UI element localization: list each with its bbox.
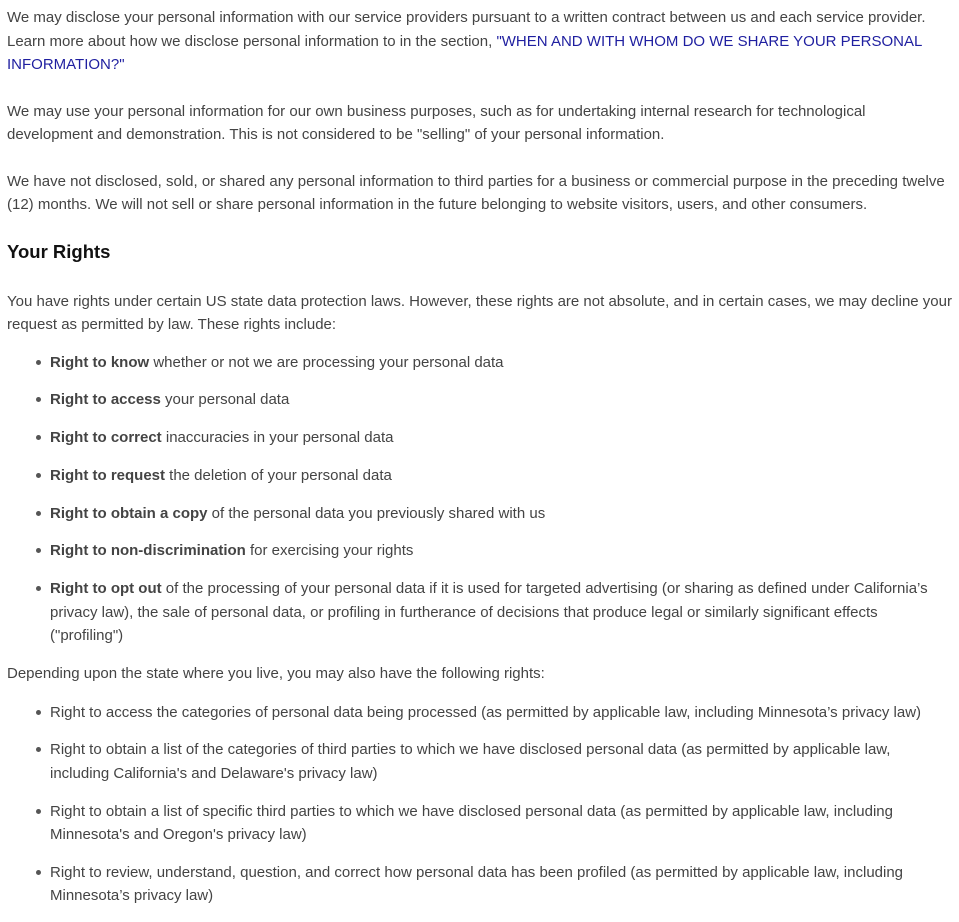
bullet-icon: [36, 473, 41, 478]
bullet-icon: [36, 586, 41, 591]
bullet-icon: [36, 809, 41, 814]
state-rights-list: [7, 701, 952, 908]
rights-intro-paragraph: You have rights under certain US state data protection laws. However, these rights are not absolute, and in certain cases, we may decline your request as permitted by law. These rights include:: [7, 292, 952, 333]
list-item: Right to know whether or not we are processing your personal data: [50, 351, 952, 375]
bullet-icon: [36, 511, 41, 516]
bullet-icon: [36, 710, 41, 715]
list-item: Right to obtain a copy of the personal data you previously shared with us: [50, 502, 952, 526]
list-item: Right to non-discrimination for exercising your rights: [50, 539, 952, 563]
bullet-icon: [36, 435, 41, 440]
paragraph-text: We may disclose your personal information with our service providers pursuant to a written contract between us and each service provider. Learn more about how we disclose personal information to in the section,: [7, 9, 926, 50]
list-item: Right to access your personal data: [50, 388, 952, 412]
bullet-icon: [36, 870, 41, 875]
rights-list: [7, 351, 952, 648]
bullet-icon: [36, 360, 41, 365]
share-info-section-link[interactable]: "WHEN AND WITH WHOM DO WE SHARE YOUR PERSONAL INFORMATION?": [7, 32, 922, 73]
list-item: Right to obtain a list of specific third parties to which we have disclosed personal data (as permitted by applicable law, including Minnesota's and Oregon's privacy law): [50, 800, 952, 847]
list-item: Right to correct inaccuracies in your personal data: [50, 426, 952, 450]
no-sale-paragraph: We have not disclosed, sold, or shared any personal information to third parties for a business or commercial purpose in the preceding twelve (12) months. We will not sell or share personal information in the future belonging to website visitors, users, and other consumers.: [7, 172, 945, 213]
bullet-icon: [36, 747, 41, 752]
bullet-icon: [36, 397, 41, 402]
list-item: Right to obtain a list of the categories of third parties to which we have disclosed personal data (as permitted by applicable law, including California's and Delaware's privacy law): [50, 738, 952, 785]
business-purposes-paragraph: We may use your personal information for our own business purposes, such as for undertaking internal research for technological development and demonstration. This is not considered to be "selling" of your personal information.: [7, 102, 866, 143]
bullet-icon: [36, 548, 41, 553]
list-item: Right to request the deletion of your personal data: [50, 464, 952, 488]
list-item: Right to access the categories of personal data being processed (as permitted by applicable law, including Minnesota’s privacy law): [50, 701, 952, 725]
state-rights-intro: Depending upon the state where you live, you may also have the following rights:: [7, 665, 545, 683]
list-item: Right to review, understand, question, and correct how personal data has been profiled (as permitted by applicable law, including Minnesota’s privacy law): [50, 861, 952, 908]
service-providers-paragraph: [7, 6, 952, 77]
list-item: Right to opt out of the processing of your personal data if it is used for targeted advertising (or sharing as defined under California’s privacy law), the sale of personal data, or profiling in furtherance of decisions that produce legal or similarly significant effects ("profiling"): [50, 577, 952, 648]
your-rights-heading: Your Rights: [7, 240, 111, 262]
